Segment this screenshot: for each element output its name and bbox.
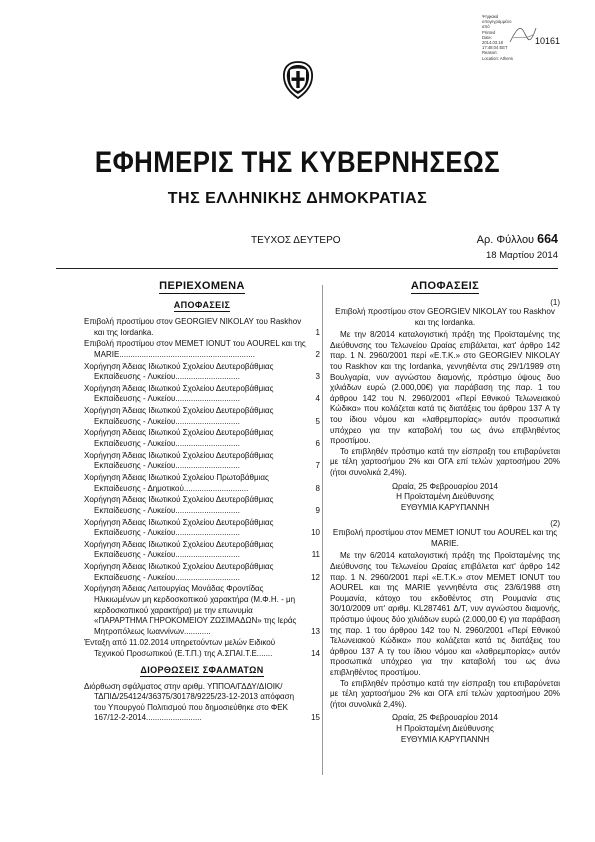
toc-item-page: 9 [315,505,320,515]
toc-item-page: 3 [315,372,320,382]
stamp-line: υπογεγραμμένο [482,19,512,25]
toc-heading: ΠΕΡΙΕΧΟΜΕΝΑ [159,280,245,292]
decision-2-number: (2) [550,519,560,529]
stamp-line: Ψηφιακά [482,14,499,19]
decision-1-signatory-name: ΕΥΘΥΜΙΑ ΚΑΡΥΠΑΝΝΗ [400,502,490,512]
decision-1-para-1: Με την 8/2014 καταλογιστική πράξη της Προϊσταμένης της Διεύθυνσης του Τελωνείου Ωραίας επιβάλεται, κατ' άρθρο 142 παρ. 1 Ν. 2960/2001 περί «Ε.Τ.Κ.» στο GEORGIEV NIKOLAY του Raskhov και της Iordanka, γεννηθέντα στις 29/1/1989 στη Βουλγαρία, νυν αγνώστου διαμονής, πρόστιμο ύψους δυο χιλιάδων ευρώ (2.000,00€) για παράβαση της παρ. 1 του άρθρου 142 του Ν. 2960/2001 «Περί Εθνικού Τελωνειακού Κώδικα» που κολάζεται κατά τις διατάξεις του άρθρου 137 Α τγ του ίδιου νόμου και «λαθρεμπορίας» αυτόν προσωπικά υπόχρεο για την καταβολή του ως άνω επιβληθέντος προστίμου. [330,330,560,446]
stamp-line: Reason: [482,50,498,56]
toc-item-page: 15 [311,713,320,723]
decision-1-place-date: Ωραία, 25 Φεβρουαρίου 2014 [391,481,499,491]
header-divider [56,268,558,269]
toc-item-page: 13 [311,626,320,636]
stamp-line: 17:48:04 EET [482,45,508,51]
decision-1-title: Επιβολή προστίμου στον GEORGIEV NIKOLAY του Raskhov και της Iordanka. [335,307,555,327]
toc-item-text: Χορήγηση Άδειας Ιδιωτικού Σχολείου Δευτεροβάθμιας Εκπαίδευσης - Λυκείου............................. [84,428,274,448]
toc-list [84,317,320,660]
stamp-line: από [482,24,490,30]
toc-item-8[interactable] [84,473,320,494]
toc-item-14[interactable] [84,638,320,659]
decision-1-signatory-role: Η Προϊσταμένη Διεύθυνσης [396,492,494,502]
toc-item-1[interactable] [84,317,320,338]
toc-corrections-heading: ΔΙΟΡΘΩΣΕΙΣ ΣΦΑΛΜΑΤΩΝ [140,664,264,675]
toc-item-7[interactable] [84,451,320,472]
toc-item-page: 2 [315,349,320,359]
toc-item-text: Επιβολή προστίμου στον MEMET IONUT του AOUREL και της MARIE............................................................. [84,339,306,359]
stamp-line: Location: Athens [482,55,513,61]
toc-item-6[interactable] [84,428,320,449]
decision-2-para-2: Το επιβληθέν πρόστιμο κατά την είσπραξη του επιβαρύνεται με τέλη χαρτοσήμου 2% και ΟΓΑ επί τελών χαρτοσήμου 20% (ήτοι συνολικά 2,4%). [330,678,560,709]
toc-item-13[interactable] [84,584,320,637]
toc-item-text: Χορήγηση Άδειας Ιδιωτικού Σχολείου Δευτεροβάθμιας Εκπαίδευσης - Λυκείου............................. [84,539,274,560]
decisions-heading: ΑΠΟΦΑΣΕΙΣ [410,280,480,292]
decision-1-para-2: Το επιβληθέν πρόστιμο κατά την είσπραξη του επιβαρύνεται με τέλη χαρτοσήμου 2% και ΟΓΑ επί τελών χαρτοσήμου 20% (ήτοι συνολικά 2,4%). [330,446,560,477]
issue-date: 18 Μαρτίου 2014 [486,250,558,261]
toc-column [84,280,320,725]
toc-item-page: 12 [311,572,320,582]
digital-signature-stamp [482,14,540,61]
toc-item-text: Χορήγηση Άδειας Ιδιωτικού Σχολείου Πρωτοβάθμιας Εκπαίδευσης - Δημοτικού............................. [84,472,269,493]
toc-item-9[interactable] [84,495,320,516]
column-divider [322,285,323,775]
decision-1-number: (1) [550,298,560,307]
toc-item-11[interactable] [84,540,320,561]
stamp-line: Printed [482,29,496,35]
toc-item-text: Χορήγηση Άδειας Λειτουργίας Μονάδας Φροντίδας Ηλικιωμένων μη κερδοσκοπικού χαρακτήρα (Μ.Φ.Η. - μη κερδοσκοπικού χαρακτήρα) με την επωνυμία «ΠΑΡΑΡΤΗΜΑ ΓΗΡΟΚΟΜΕΙΟΥ ΖΩΣΙΜΑΔΩΝ» της Ιεράς Μητροπόλεως Ιωαννίνων............ [84,584,297,636]
toc-item-page: 7 [315,461,320,471]
toc-item-page: 5 [315,416,320,426]
toc-item-page: 1 [315,327,320,337]
toc-item-2[interactable] [84,339,320,360]
toc-item-text: Διόρθωση σφάλματος στην αριθμ. ΥΠΠΟΑ/ΓΔΔΥ/ΔΙΟΙΚ/ΤΔΠΙΔ/254124/36375/30178/9225/23-12-2013 απόφαση του Υπουργού Πολιτισμού που δημοσιεύθηκε στο ΦΕΚ 167/12-2-2014......................... [84,681,295,723]
toc-item-text: Ένταξη από 11.02.2014 υπηρετούντων μελών Ειδικού Τεχνικού Προσωπικού (Ε.Τ.Π.) της Α.ΣΠΑΙ.Τ.Ε....... [84,638,276,659]
toc-item-5[interactable] [84,406,320,427]
sheet-number-label [477,232,558,246]
toc-decisions-heading: ΑΠΟΦΑΣΕΙΣ [173,300,231,310]
toc-item-text: Χορήγηση Άδειας Ιδιωτικού Σχολείου Δευτεροβάθμιας Εκπαίδευσης - Λυκείου............................. [84,406,274,426]
toc-item-page: 14 [311,649,320,659]
toc-item-text: Χορήγηση Άδειας Ιδιωτικού Σχολείου Δευτεροβάθμιας Εκπαίδευσης - Λυκείου............................. [84,450,274,471]
toc-item-page: 4 [315,394,320,404]
sheet-number: 664 [537,232,558,246]
coat-of-arms-icon [282,60,314,100]
signature-scribble-icon [508,20,538,50]
stamp-line: Date: [482,34,493,40]
toc-item-page: 6 [315,439,320,448]
toc-item-text: Χορήγηση Άδειας Ιδιωτικού Σχολείου Δευτεροβάθμιας Εκπαίδευσης - Λυκείου............................. [84,562,274,582]
gazette-title: ΕΦΗΜΕΡΙΣ ΤΗΣ ΚΥΒΕΡΝΗΣΕΩΣ [94,146,501,179]
stamp-line: 2014.03.18 [482,40,503,46]
toc-item-text: Χορήγηση Άδειας Ιδιωτικού Σχολείου Δευτεροβάθμιας Εκπαίδευσης - Λυκείου............................. [84,495,274,515]
toc-item-12[interactable] [84,562,320,583]
toc-item-4[interactable] [84,384,320,405]
toc-item-text: Χορήγηση Άδειας Ιδιωτικού Σχολείου Δευτεροβάθμιας Εκπαίδευσης - Λυκείου............................. [84,517,274,538]
decision-2-place-date: Ωραία, 25 Φεβρουαρίου 2014 [391,713,499,723]
decision-2-signatory-name: ΕΥΘΥΜΙΑ ΚΑΡΥΠΑΝΝΗ [400,734,490,744]
toc-item-page: 8 [315,483,320,493]
toc-item-text: Χορήγηση Άδειας Ιδιωτικού Σχολείου Δευτεροβάθμιας Εκπαίδευσης - Λυκείου............................. [84,383,274,404]
toc-item-text: Επιβολή προστίμου στον GEORGIEV NIKOLAY του Raskhov και της Iordanka. [84,317,302,337]
gazette-subtitle: ΤΗΣ ΕΛΛΗΝΙΚΗΣ ΔΗΜΟΚΡΑΤΙΑΣ [167,190,428,207]
decision-2-signatory-role: Η Προϊσταμένη Διεύθυνσης [396,723,494,733]
toc-item-corrections[interactable] [84,682,320,724]
page-number: 10161 [534,36,560,46]
issue-label: ΤΕΥΧΟΣ ΔΕΥΤΕΡΟ [251,235,341,246]
toc-item-3[interactable] [84,362,320,383]
toc-item-page: 10 [311,528,320,538]
sheet-label: Αρ. Φύλλου [476,234,535,246]
toc-item-text: Χορήγηση Άδειας Ιδιωτικού Σχολείου Δευτεροβάθμιας Εκπαίδευσης - Λυκείου............................. [84,361,274,382]
decisions-column [330,280,560,745]
decision-2-title: Επιβολή προστίμου στον MEMET IONUT του AOUREL και της MARIE. [332,528,558,548]
decision-2-para-1: Με την 6/2014 καταλογιστική πράξη της Προϊσταμένης της Διεύθυνσης του Τελωνείου Ωραίας επιβάλεται κατ' άρθρο 142 παρ. 1 Ν. 2960/2001 περί «Ε.Τ.Κ.» στον MEMET IONUT του AOUREL και της MARIE γεννηθέντα στις 23/6/1988 στη Ρουμανία, κάτοχο του εκδοθέντος στη Ρουμανία στις 30/10/2009 υπ' αριθμ. KL287461 Δ/Τ, νυν αγνώστου διαμονής, πρόστιμο ύψους δύο χιλιάδων ευρώ (2.000,00 €) για παράβαση της παρ. 1 του άρθρου 142 του Ν. 2960/2001 «Περί Εθνικού Τελωνειακού Κώδικα» που κολάζεται κατά τις διατάξεις του άρθρου 137 Α τγ του ίδιου νόμου και «λαθρεμπορίας» αυτόν προσωπικά υπόχρεο για την καταβολή του ως άνω επιβληθέντος προστίμου. [330,551,560,677]
toc-item-10[interactable] [84,518,320,539]
toc-item-page: 11 [311,550,320,560]
